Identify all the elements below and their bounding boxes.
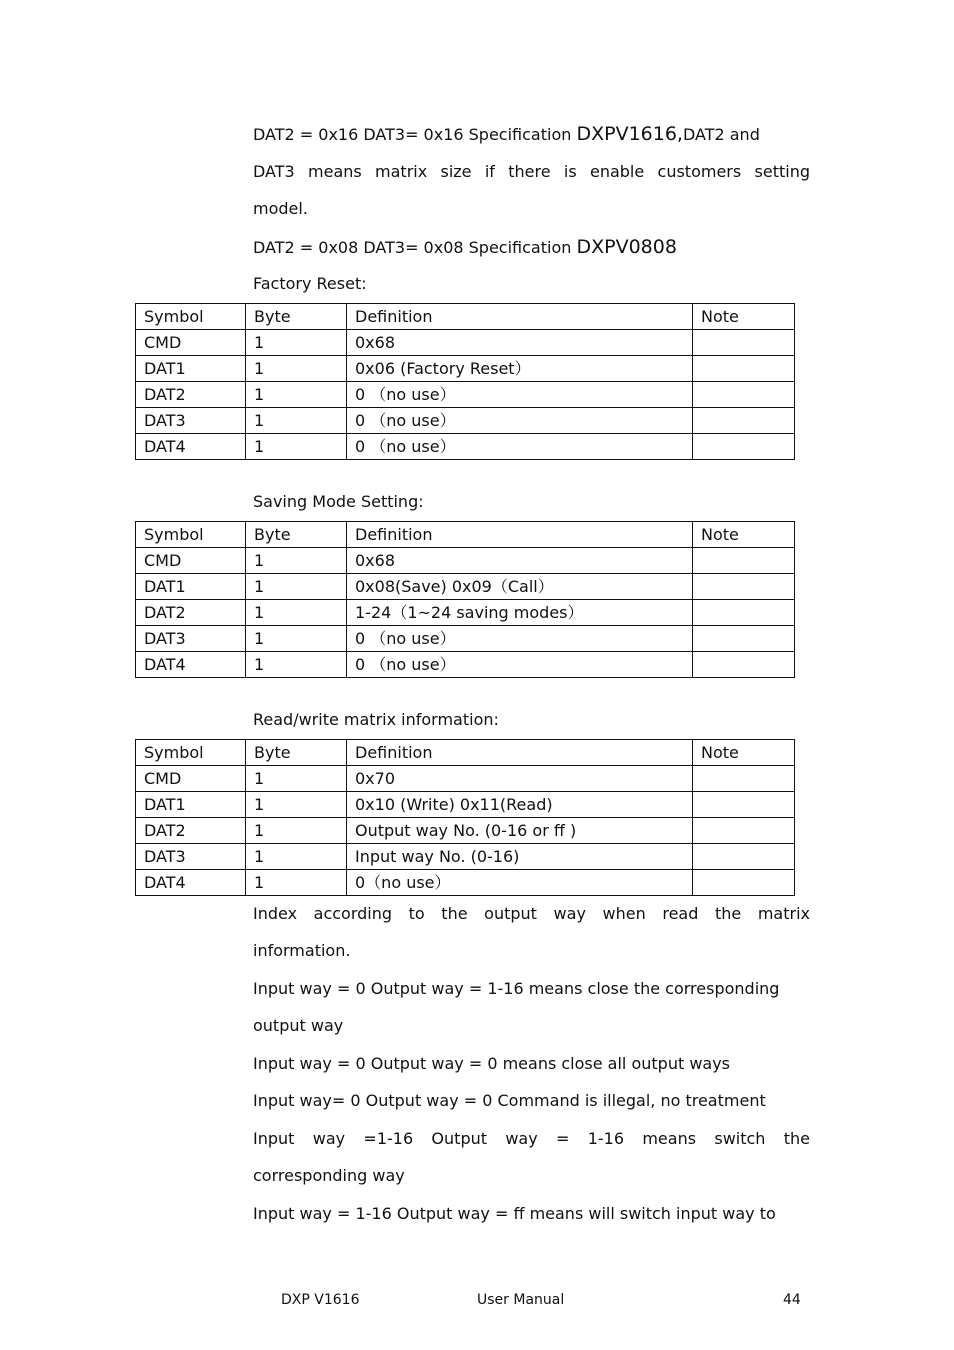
body-line: Input way =1-16 Output way = 1-16 means switch the <box>253 1129 810 1148</box>
header-cell: Note <box>693 740 795 766</box>
table-row <box>136 600 795 626</box>
note-cell <box>693 844 795 870</box>
byte-cell: 1 <box>246 792 347 818</box>
matrix-info-table <box>135 739 795 896</box>
intro-line-3: model. <box>253 199 308 218</box>
table-row <box>136 382 795 408</box>
intro-line-2: DAT3 means matrix size if there is enable customers setting <box>253 162 810 181</box>
symbol-cell: DAT4 <box>136 652 246 678</box>
symbol-cell: CMD <box>136 548 246 574</box>
header-cell: Definition <box>347 304 693 330</box>
byte-cell: 1 <box>246 382 347 408</box>
intro-line-4 <box>253 237 677 258</box>
byte-cell: 1 <box>246 818 347 844</box>
body-line: Input way = 0 Output way = 1-16 means close the corresponding <box>253 979 780 998</box>
byte-cell: 1 <box>246 870 347 896</box>
note-cell <box>693 382 795 408</box>
byte-cell: 1 <box>246 330 347 356</box>
definition-cell: 0 （no use） <box>347 434 693 460</box>
definition-cell: 0x10 (Write) 0x11(Read) <box>347 792 693 818</box>
note-cell <box>693 652 795 678</box>
spec-model: DXPV1616, <box>576 123 683 145</box>
body-line: output way <box>253 1016 344 1035</box>
header-cell: Note <box>693 304 795 330</box>
intro-text: DAT2 = 0x16 DAT3= 0x16 Specification <box>253 125 577 144</box>
table-row <box>136 330 795 356</box>
factory-reset-heading: Factory Reset: <box>253 274 367 293</box>
definition-cell: 0 （no use） <box>347 408 693 434</box>
symbol-cell: DAT1 <box>136 574 246 600</box>
note-cell <box>693 408 795 434</box>
definition-cell: 0x70 <box>347 766 693 792</box>
byte-cell: 1 <box>246 766 347 792</box>
header-cell: Byte <box>246 522 347 548</box>
table-row <box>136 356 795 382</box>
table-row <box>136 652 795 678</box>
page-number: 44 <box>783 1292 801 1308</box>
body-line: corresponding way <box>253 1166 405 1185</box>
table-row <box>136 408 795 434</box>
byte-cell: 1 <box>246 434 347 460</box>
footer-product: DXP V1616 <box>281 1292 360 1308</box>
note-cell <box>693 356 795 382</box>
note-cell <box>693 600 795 626</box>
header-cell: Byte <box>246 304 347 330</box>
definition-cell: 0x68 <box>347 548 693 574</box>
table-row <box>136 626 795 652</box>
symbol-cell: DAT4 <box>136 870 246 896</box>
header-cell: Symbol <box>136 740 246 766</box>
table-row <box>136 844 795 870</box>
header-cell: Byte <box>246 740 347 766</box>
intro-line-1 <box>253 124 760 145</box>
note-cell <box>693 434 795 460</box>
symbol-cell: CMD <box>136 330 246 356</box>
symbol-cell: DAT3 <box>136 844 246 870</box>
symbol-cell: DAT2 <box>136 382 246 408</box>
header-cell: Note <box>693 522 795 548</box>
footer-doc-title: User Manual <box>477 1292 565 1308</box>
definition-cell: Output way No. (0-16 or ff ) <box>347 818 693 844</box>
body-line: Input way= 0 Output way = 0 Command is illegal, no treatment <box>253 1091 766 1110</box>
body-line: information. <box>253 941 351 960</box>
table-row <box>136 434 795 460</box>
header-cell: Symbol <box>136 304 246 330</box>
table-header-row <box>136 522 795 548</box>
saving-mode-table <box>135 521 795 678</box>
symbol-cell: DAT2 <box>136 818 246 844</box>
byte-cell: 1 <box>246 600 347 626</box>
definition-cell: 1-24（1~24 saving modes） <box>347 600 693 626</box>
spec-model: DXPV0808 <box>576 236 677 258</box>
table-row <box>136 792 795 818</box>
intro-text: DAT2 = 0x08 DAT3= 0x08 Specification <box>253 238 577 257</box>
matrix-info-heading: Read/write matrix information: <box>253 710 499 729</box>
saving-mode-heading: Saving Mode Setting: <box>253 492 424 511</box>
symbol-cell: DAT1 <box>136 792 246 818</box>
note-cell <box>693 330 795 356</box>
table-row <box>136 574 795 600</box>
table-row <box>136 766 795 792</box>
symbol-cell: DAT2 <box>136 600 246 626</box>
table-row <box>136 548 795 574</box>
definition-cell: Input way No. (0-16) <box>347 844 693 870</box>
header-cell: Symbol <box>136 522 246 548</box>
byte-cell: 1 <box>246 626 347 652</box>
note-cell <box>693 818 795 844</box>
table-header-row <box>136 740 795 766</box>
header-cell: Definition <box>347 740 693 766</box>
note-cell <box>693 792 795 818</box>
symbol-cell: CMD <box>136 766 246 792</box>
symbol-cell: DAT3 <box>136 626 246 652</box>
definition-cell: 0 （no use） <box>347 382 693 408</box>
intro-text: DAT2 and <box>682 125 760 144</box>
symbol-cell: DAT4 <box>136 434 246 460</box>
definition-cell: 0 （no use） <box>347 626 693 652</box>
note-cell <box>693 626 795 652</box>
definition-cell: 0x08(Save) 0x09（Call） <box>347 574 693 600</box>
definition-cell: 0x68 <box>347 330 693 356</box>
table-row <box>136 818 795 844</box>
body-line: Index according to the output way when read the matrix <box>253 904 810 923</box>
definition-cell: 0x06 (Factory Reset） <box>347 356 693 382</box>
factory-reset-table <box>135 303 795 460</box>
definition-cell: 0 （no use） <box>347 652 693 678</box>
symbol-cell: DAT3 <box>136 408 246 434</box>
byte-cell: 1 <box>246 408 347 434</box>
byte-cell: 1 <box>246 356 347 382</box>
byte-cell: 1 <box>246 548 347 574</box>
symbol-cell: DAT1 <box>136 356 246 382</box>
byte-cell: 1 <box>246 652 347 678</box>
table-header-row <box>136 304 795 330</box>
note-cell <box>693 766 795 792</box>
body-line: Input way = 0 Output way = 0 means close all output ways <box>253 1054 731 1073</box>
body-line: Input way = 1-16 Output way = ff means will switch input way to <box>253 1204 776 1223</box>
definition-cell: 0（no use） <box>347 870 693 896</box>
note-cell <box>693 548 795 574</box>
header-cell: Definition <box>347 522 693 548</box>
byte-cell: 1 <box>246 574 347 600</box>
note-cell <box>693 870 795 896</box>
byte-cell: 1 <box>246 844 347 870</box>
table-row <box>136 870 795 896</box>
note-cell <box>693 574 795 600</box>
